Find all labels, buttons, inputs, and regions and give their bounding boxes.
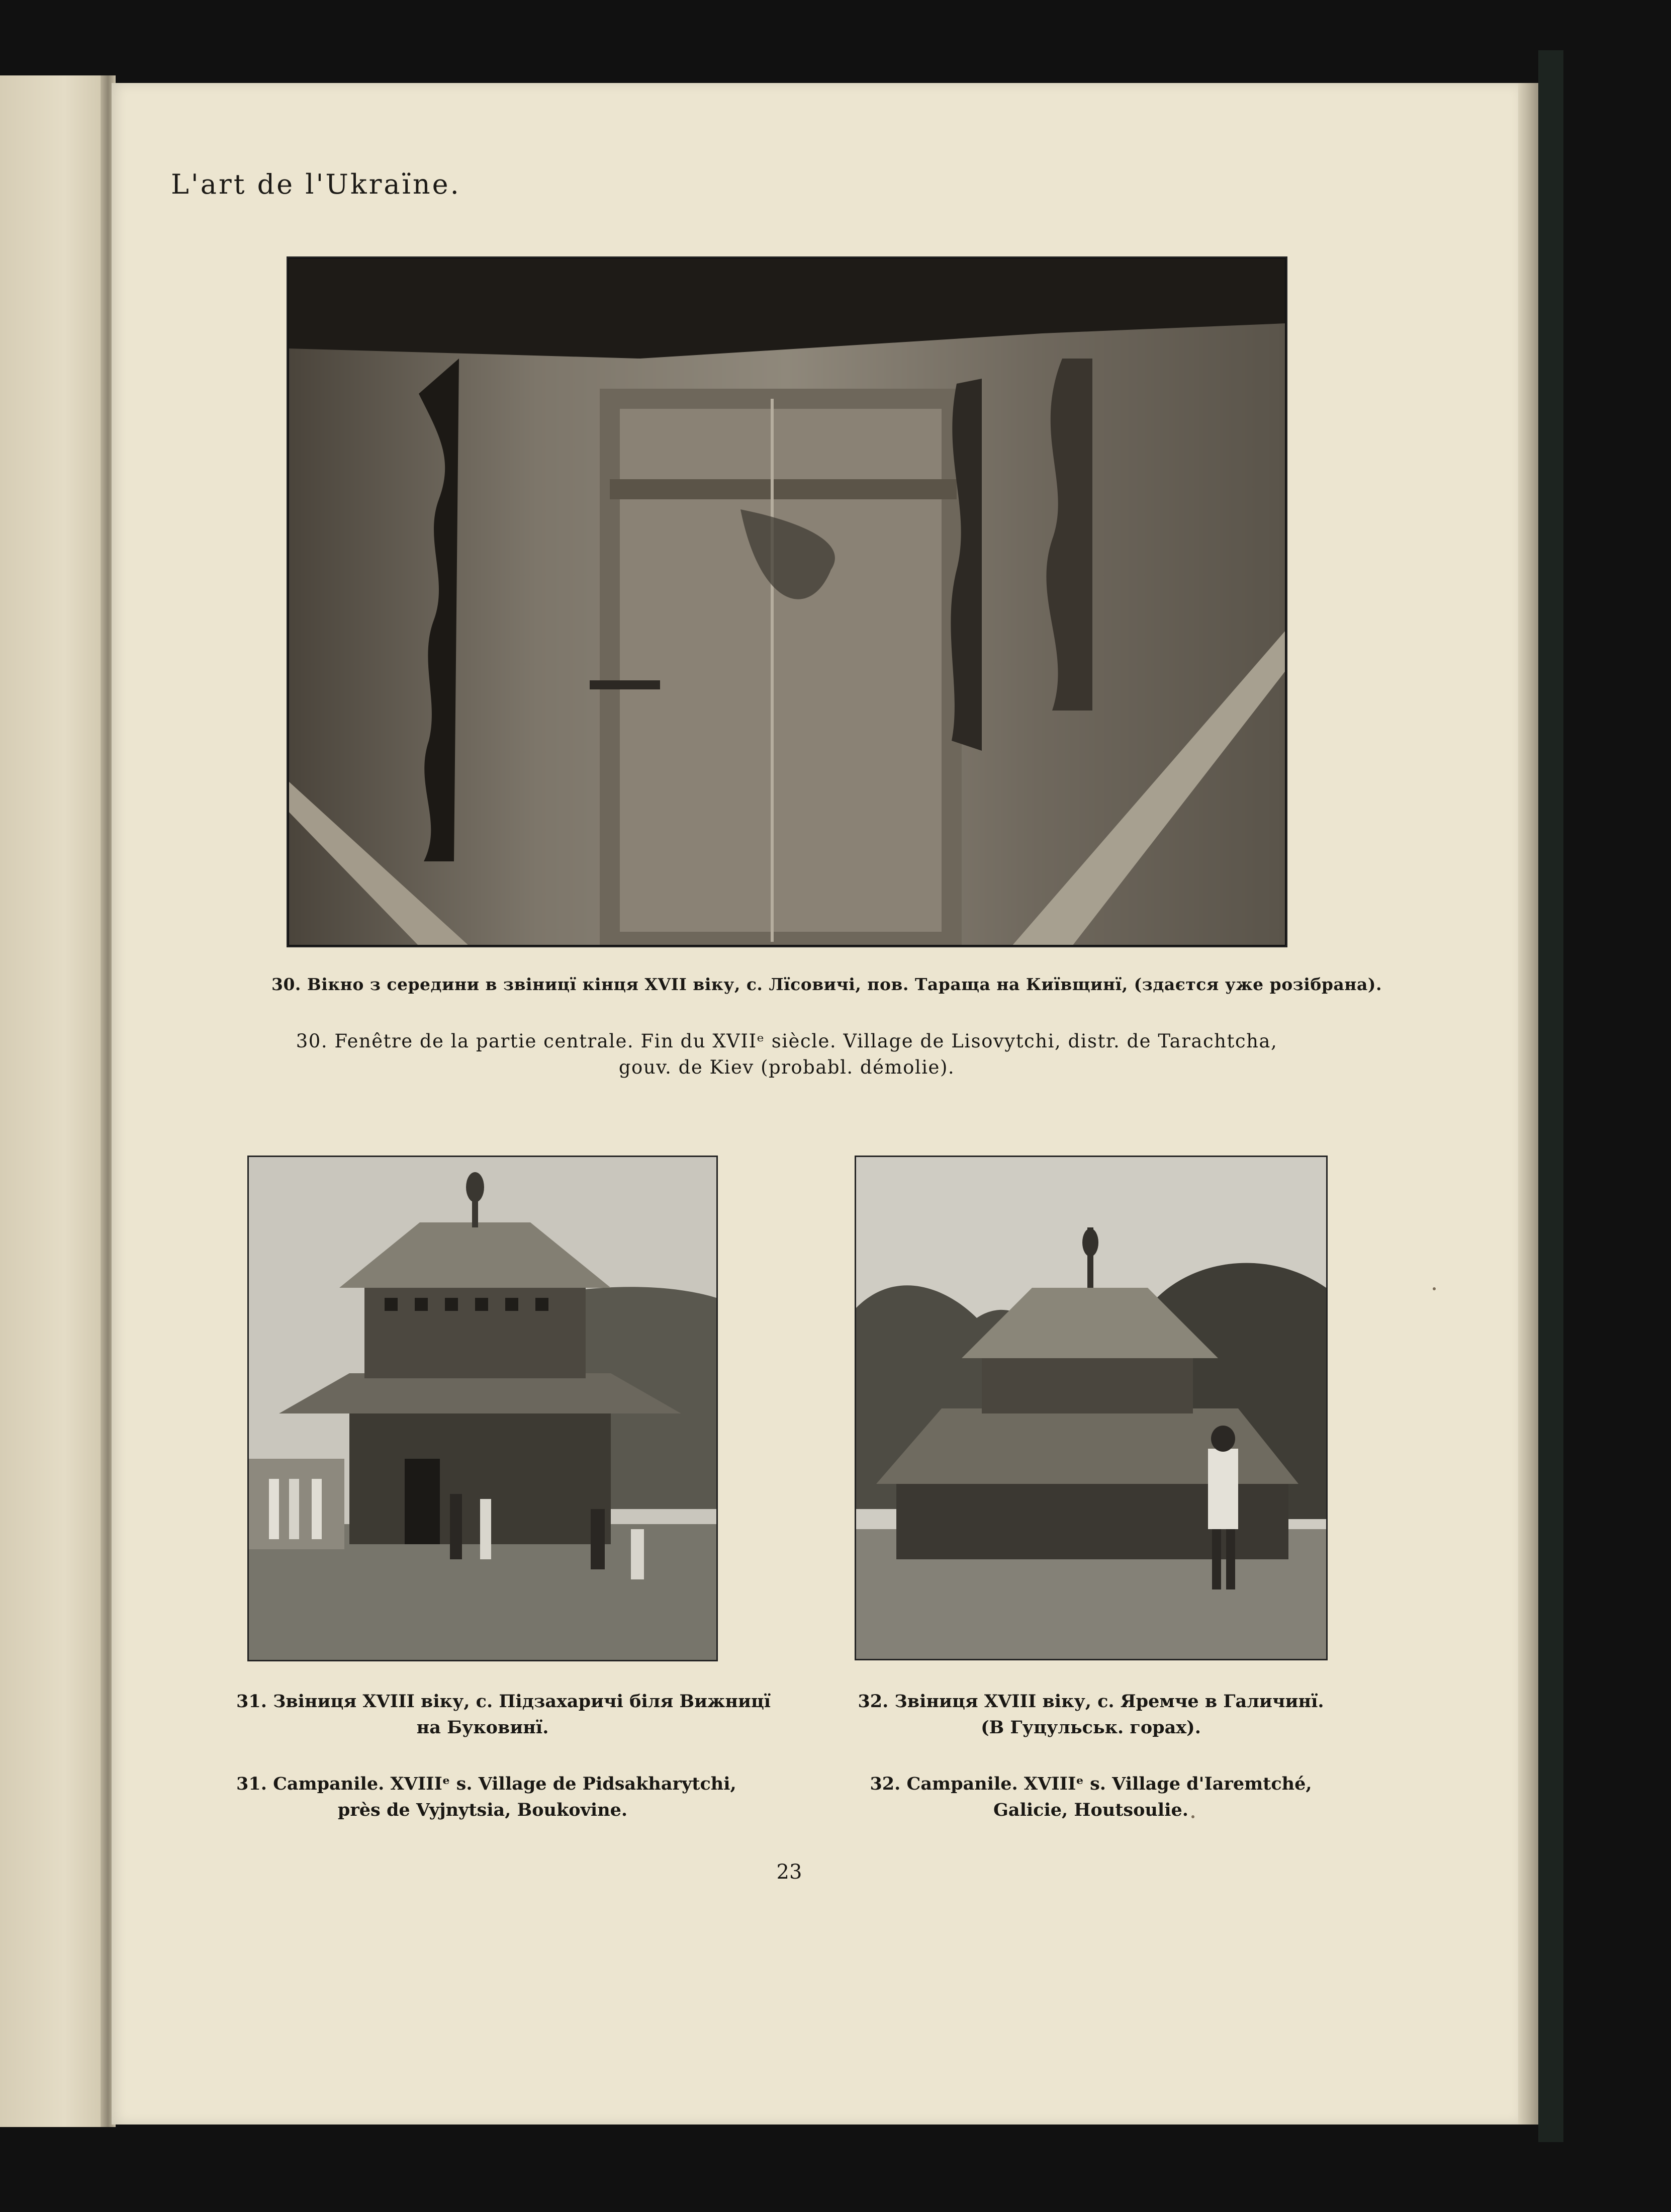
caption-uk-31 [236,1689,771,1741]
caption-fr-32-line-2: Galicie, Houtsoulie. [993,1800,1188,1820]
caption-uk-31-line-1: 31. Звіниця XVIII віку, с. Підзахаричі біля Вижницї [236,1691,771,1712]
caption-fr-32-line-1: 32. Campanile. XVIIIᵉ s. Village d'Iaremtché, [870,1774,1312,1794]
paper-speck [1191,1815,1194,1818]
page-edge [1518,83,1538,2125]
caption-uk-30: 30. Вікно з середини в звіницї кінця XVII віку, с. Лїсовичі, пов. Тараща на Київщинї, (здаєтся уже розібрана). [271,975,1382,994]
left-page-margin [0,75,108,2127]
caption-fr-30-line-2: gouv. de Kiev (probabl. démolie). [618,1056,955,1078]
caption-fr-31-line-2: près de Vyjnytsia, Boukovine. [337,1800,628,1820]
photo-bell-tower-pidsakharytchi [247,1156,718,1661]
caption-fr-31-line-1: 31. Campanile. XVIIIᵉ s. Village de Pidsakharytchi, [236,1774,736,1794]
photo-bell-tower-iaremtche [855,1156,1328,1660]
caption-uk-31-line-2: на Буковинї. [416,1717,549,1738]
photo-window-interior [287,256,1287,947]
paper-speck [1433,1287,1436,1290]
caption-fr-30 [282,1028,1292,1081]
page-number: 23 [776,1861,802,1884]
caption-uk-32 [840,1689,1342,1741]
caption-uk-32-line-1: 32. Звіниця XVIII віку, с. Яремче в Галичинї. [858,1691,1324,1712]
caption-uk-32-line-2: (В Гуцульськ. горах). [981,1717,1201,1738]
book-cover-edge [1538,50,1563,2142]
caption-fr-30-line-1: 30. Fenêtre de la partie centrale. Fin du XVIIᵉ siècle. Village de Lisovytchi, distr. de Tarachtcha, [296,1030,1278,1052]
caption-fr-31 [236,1771,736,1823]
caption-fr-32 [840,1771,1342,1823]
running-title: L'art de l'Ukraïne. [171,168,461,200]
